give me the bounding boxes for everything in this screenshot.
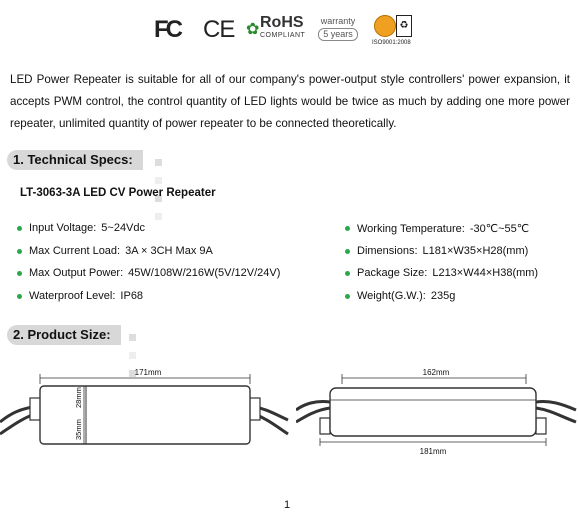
spec-item: Max Output Power: 45W/108W/216W(5V/12V/24V) xyxy=(17,267,280,290)
rohs-logo: ✿ RoHS COMPLIANT xyxy=(246,14,306,39)
iso-logo: ♻ ISO9001:2008 xyxy=(372,14,418,52)
leaf-icon: ✿ xyxy=(246,21,260,38)
spec-item: Package Size: L213×W44×H38(mm) xyxy=(345,267,538,290)
warranty-badge: warranty 5 years xyxy=(314,16,362,44)
product-drawing-top xyxy=(296,362,578,462)
iso-seal-icon xyxy=(374,15,396,37)
section-title: 2. Product Size: xyxy=(7,325,121,345)
dimension-label-width: 171mm xyxy=(134,368,162,377)
spec-item: Waterproof Level: IP68 xyxy=(17,290,280,313)
spec-item: Dimensions: L181×W35×H28(mm) xyxy=(345,245,538,268)
fc-logo: FC xyxy=(154,16,180,43)
dimension-label-bottom: 181mm xyxy=(419,447,447,456)
ce-logo: CE xyxy=(203,16,235,43)
intro-paragraph: LED Power Repeater is suitable for all of our company's power-output style controllers' power expansion, it accepts PWM control, the control quantity of LED lights would be twice as much by adding one more power repeater, unlimited quantity of power repeater to be connected theoretically. xyxy=(10,73,570,130)
section-fade-decoration xyxy=(129,328,138,342)
dimension-label-top: 162mm xyxy=(422,368,450,377)
product-name: LT-3063-3A LED CV Power Repeater xyxy=(20,187,216,199)
spec-item: Input Voltage: 5~24Vdc xyxy=(17,222,280,245)
spec-item: Max Current Load: 3A × 3CH Max 9A xyxy=(17,245,280,268)
product-drawing-front xyxy=(0,362,290,462)
spec-item: Weight(G.W.): 235g xyxy=(345,290,538,313)
dimension-label-height-35: 35mm xyxy=(74,419,83,440)
spec-item: Working Temperature: -30℃~55℃ xyxy=(345,222,538,245)
certification-logos xyxy=(0,8,578,50)
page-number: 1 xyxy=(284,499,291,511)
specs-left-list xyxy=(17,222,280,312)
section-title: 1. Technical Specs: xyxy=(7,150,143,170)
dimension-label-height-28: 28mm xyxy=(74,387,83,408)
section-fade-decoration xyxy=(155,153,164,167)
specs-right-list xyxy=(345,222,538,312)
recycle-bin-icon: ♻ xyxy=(396,15,412,37)
